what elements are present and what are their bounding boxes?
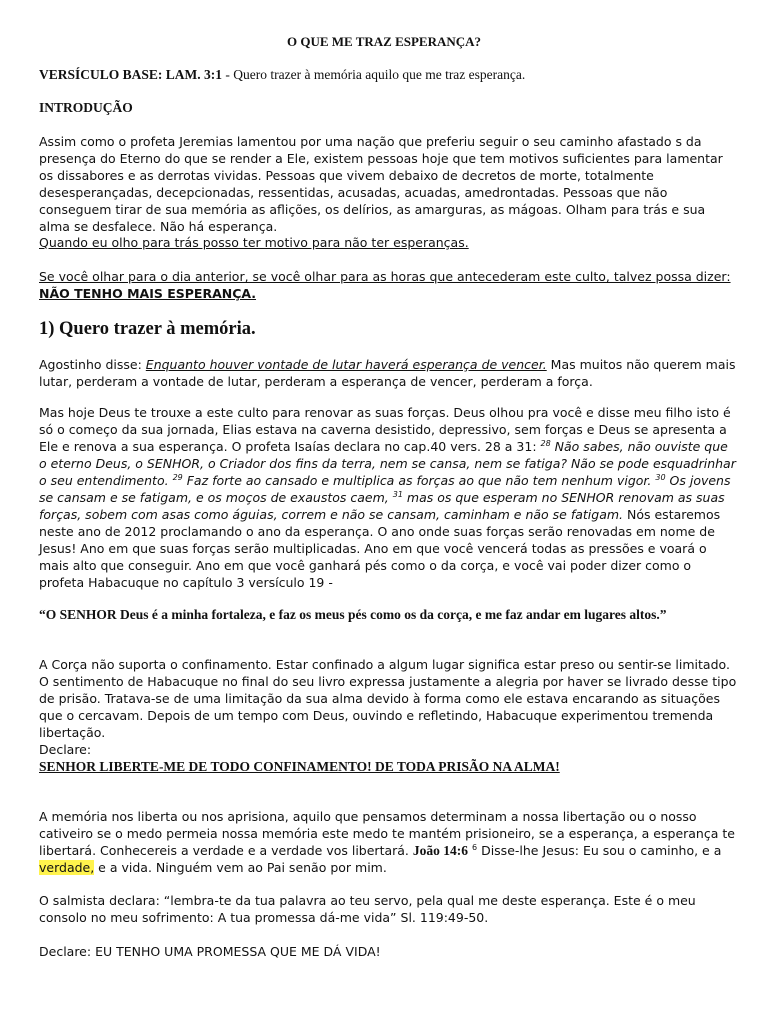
verse-30-number: 30 (655, 472, 666, 482)
intro-question-block (39, 268, 739, 302)
joao-verse-number: 6 (472, 842, 478, 852)
intro-underlined-line: Quando eu olho para trás posso ter motivo para não ter esperanças. (39, 235, 469, 250)
declare-block-2 (39, 943, 739, 960)
agostinho-prefix: Agostinho disse: (39, 357, 146, 372)
verdade-highlight: verdade, (39, 860, 95, 875)
verse-28-text: Não sabes, não ouviste que o eterno Deus, o SENHOR, o Criador dos fins da terra, nem se cansa, nem se fatiga? Não se pode esquadrinhar o seu entendimento. (39, 439, 736, 488)
joao-reference: João 14:6 (412, 843, 469, 858)
memoria-text-b: Disse-lhe Jesus: Eu sou o caminho, e a (477, 843, 722, 858)
declare-block-1 (39, 741, 739, 775)
memoria-text-a: A memória nos liberta ou nos aprisiona, aquilo que pensamos determinam a nossa libertação ou o nosso cativeiro se o medo permeia nossa memória este medo te mantém prisioneiro, se a esperança, a esperança te libertará. Conhecereis a verdade e a verdade vos libertará. (39, 809, 735, 858)
declare-text-2: EU TENHO UMA PROMESSA QUE ME DÁ VIDA! (95, 944, 381, 959)
agostinho-rest: Mas muitos não querem mais lutar, perderam a vontade de lutar, perderam a esperança de vencer, perderam a força. (39, 357, 736, 389)
verse-28-number: 28 (540, 438, 551, 448)
habacuque-quote: “O SENHOR Deus é a minha fortaleza, e faz os meus pés como os da corça, e me faz andar em lugares altos.” (39, 607, 667, 622)
verse-29-text: Faz forte ao cansado e multiplica as forças ao que não tem nenhum vigor. (182, 473, 652, 488)
memoria-text-c: e a vida. Ninguém vem ao Pai senão por mim. (94, 860, 387, 875)
declare-label-2: Declare: (39, 944, 96, 959)
document-title: O QUE ME TRAZ ESPERANÇA? (286, 34, 482, 49)
isaias-closing: Nós estaremos neste ano de 2012 proclamando o ano da esperança. O ano onde suas forças serão renovadas em nome de Jesus! Ano em que suas forças serão multiplicadas. Ano em que você vencerá todas as pressões e voará o mais alto que conseguir. Ano em que você ganhará pés como o da corça, e você vai poder dizer como o profeta Habacuque no capítulo 3 versículo 19 - (39, 507, 721, 590)
isaias-paragraph (39, 404, 739, 591)
base-verse-text: Quero trazer à memória aquilo que me traz esperança. (233, 67, 526, 82)
salmista-paragraph: O salmista declara: “lembra-te da tua palavra ao teu servo, pela qual me deste esperança. Este é o meu consolo no meu sofrimento: A tua promessa dá-me vida” Sl. 119:49-50. (39, 893, 696, 925)
base-verse-separator: - (222, 67, 234, 82)
intro-heading: INTRODUÇÃO (39, 100, 133, 115)
intro-paragraph: Assim como o profeta Jeremias lamentou por uma nação que preferiu seguir o seu caminho afastado s da presença do Eterno do que se render a Ele, existem pessoas hoje que tem motivos suficientes para lamentar os dissabores e as derrotas vividas. Pessoas que vivem debaixo de decretos de morte, totalmente desesperançadas, decepcionadas, ressentidas, acusadas, acuadas, amedrontadas. Pessoas que não conseguem tirar de sua memória as aflições, os delírios, as amarguras, as mágoas. Olham para trás e sua alma se desfalece. Não há esperança. (39, 134, 723, 234)
agostinho-paragraph (39, 356, 739, 390)
base-verse-line (39, 66, 739, 83)
declare-text-1: SENHOR LIBERTE-ME DE TODO CONFINAMENTO! DE TODA PRISÃO NA ALMA! (39, 759, 560, 774)
agostinho-quote: Enquanto houver vontade de lutar haverá esperança de vencer. (145, 357, 547, 372)
memoria-paragraph (39, 808, 739, 876)
corca-paragraph: A Corça não suporta o confinamento. Estar confinado a algum lugar significa estar preso ou sentir-se limitado. O sentimento de Habacuque no final do seu livro expressa justamente a alegria por haver se livrado desse tipo de prisão. Tratava-se de uma limitação da sua alma devido à forma como ele estava encarando as situações que o cercavam. Depois de um tempo com Deus, ouvindo e refletindo, Habacuque experimentou tremenda libertação. (39, 657, 737, 740)
isaias-intro: Mas hoje Deus te trouxe a este culto para renovar as suas forças. Deus olhou pra você e disse meu filho isto é só o começo da sua jornada, Elias estava na caverna desistido, depressivo, sem forças e Deus se apresenta a Ele e renova a sua esperança. O profeta Isaías declara no cap.40 vers. 28 a 31: (39, 405, 731, 454)
verse-30-text: Os jovens se cansam e se fatigam, e os moços de exaustos caem, (39, 473, 731, 505)
declare-label-1: Declare: (39, 742, 92, 757)
base-verse-label: VERSÍCULO BASE: LAM. 3:1 (39, 67, 223, 82)
intro-underlined-question: Se você olhar para o dia anterior, se você olhar para as horas que antecederam este culto, talvez possa dizer: (39, 269, 731, 284)
verse-31-text: mas os que esperam no SENHOR renovam as suas forças, sobem com asas como águias, correm e não se cansam, caminham e não se fatigam. (39, 490, 725, 522)
no-more-hope-text: NÃO TENHO MAIS ESPERANÇA. (39, 286, 257, 301)
verse-29-number: 29 (172, 472, 183, 482)
verse-31-number: 31 (392, 489, 403, 499)
section1-heading: 1) Quero trazer à memória. (39, 319, 256, 339)
